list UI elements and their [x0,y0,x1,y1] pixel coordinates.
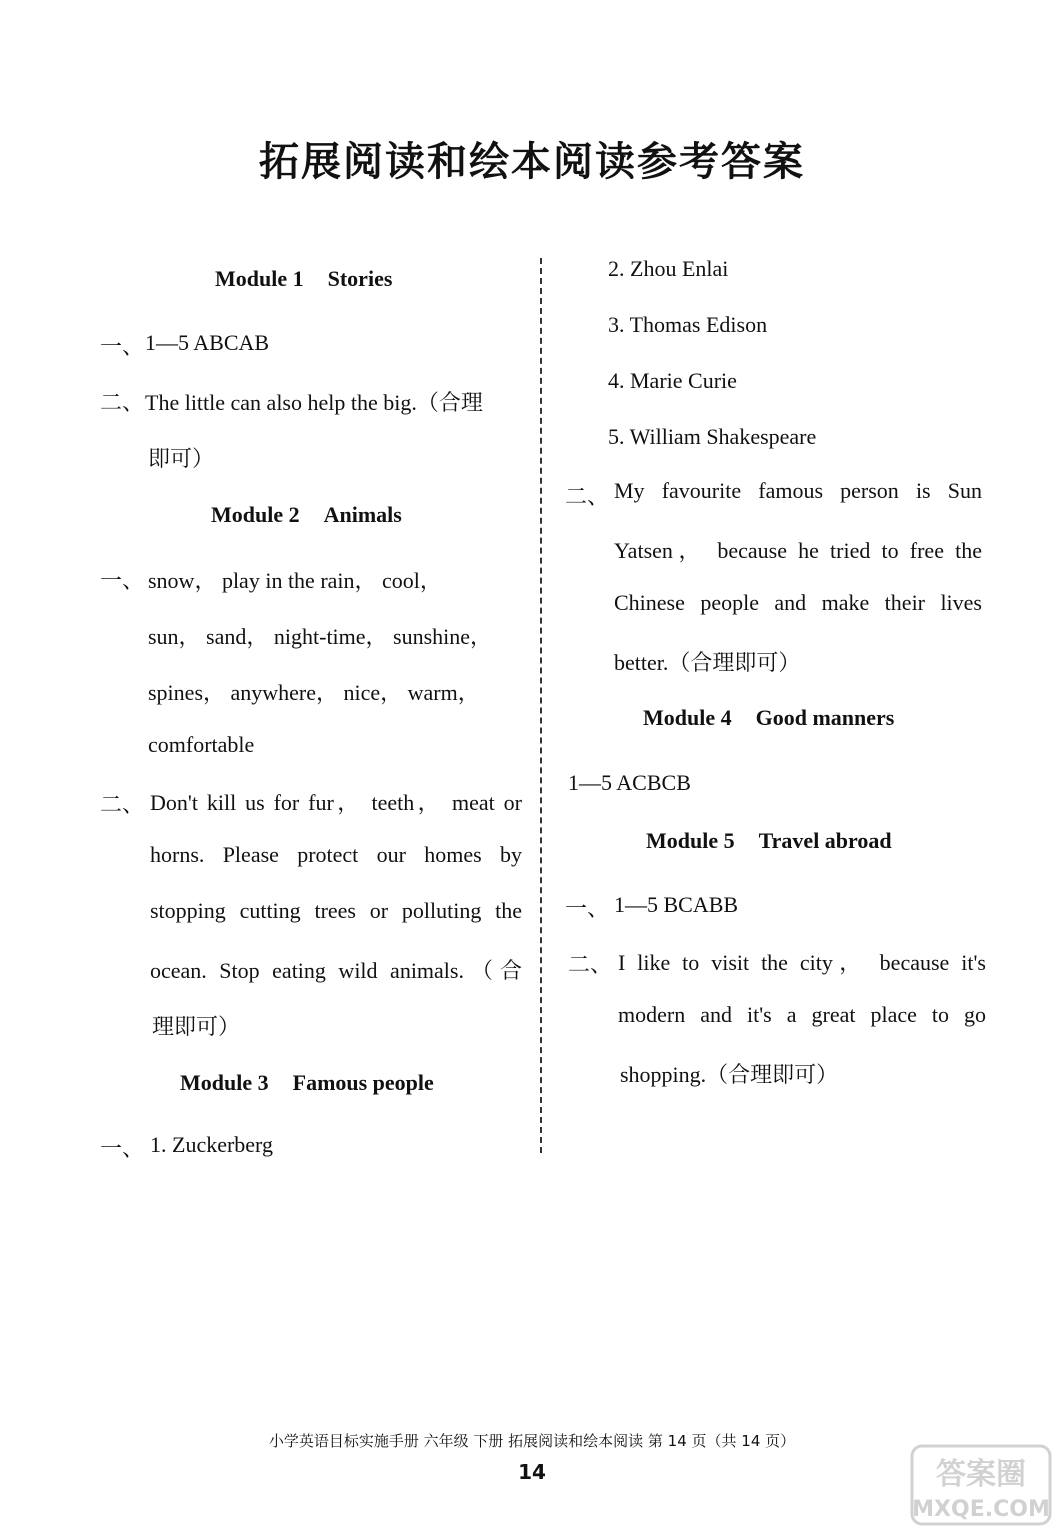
module-number: Module 1 [215,266,304,291]
module-name: Travel abroad [758,828,892,853]
module-name: Animals [323,502,402,527]
page-title: 拓展阅读和绘本阅读参考答案 [259,139,805,185]
answer-text: modern and it's a great place to go [618,1002,986,1027]
module-name: Good manners [755,705,895,730]
answer-text: shopping.（合理即可） [620,1062,839,1087]
module-3-heading [180,1070,434,1096]
answer-text: 即可） [148,446,215,471]
answer-text: snow， play in the rain， cool， [148,568,442,593]
page-number: 14 [518,1460,546,1484]
answer-text: Yatsen， because he tried to free the [614,538,982,563]
answer-marker: 二、 [100,390,145,415]
module-name: Famous people [292,1070,434,1095]
svg-text:答案圈: 答案圈 [936,1457,1026,1492]
answer-marker: 一、 [100,568,145,593]
footer-book-info: 小学英语目标实施手册 六年级 下册 拓展阅读和绘本阅读 第 14 页（共 14 页） [268,1432,796,1450]
svg-text:MXQE.COM: MXQE.COM [912,1497,1050,1522]
module-2-heading [211,502,402,528]
answer-text: spines， anywhere， nice， warm， [148,680,480,705]
answer-text: 理即可） [152,1014,241,1039]
list-item: 3. Thomas Edison [608,312,768,337]
watermark-logo-icon [906,1440,1056,1530]
answer-text: horns. Please protect our homes by [150,842,522,867]
answer-text: Don't kill us for fur， teeth， meat or [150,790,522,815]
answer-marker: 二、 [565,484,610,509]
list-item: 2. Zhou Enlai [608,256,729,281]
module-number: Module 4 [643,705,732,730]
list-item: 4. Marie Curie [608,368,737,393]
answer-text: My favourite famous person is Sun [614,478,982,503]
module-4-heading [643,705,894,731]
answer-text: 1—5 BCABB [614,892,739,917]
answer-marker: 二、 [100,792,145,817]
answer-text: Chinese people and make their lives [614,590,982,615]
answer-marker: 一、 [100,1136,145,1161]
answer-text: 1—5 ABCAB [145,330,270,355]
list-item: 5. William Shakespeare [608,424,817,449]
answer-text: I like to visit the city， because it's [618,950,986,975]
module-number: Module 5 [646,828,735,853]
column-divider [540,258,542,1153]
module-1-heading [215,266,392,292]
answer-marker: 一、 [565,896,610,921]
answer-marker: 二、 [568,952,613,977]
answer-text: The little can also help the big.（合理 [145,390,483,415]
answer-text: 1. Zuckerberg [150,1132,273,1157]
answer-text: better.（合理即可） [614,650,801,675]
answer-text: stopping cutting trees or polluting the [150,898,522,923]
answer-text: 1—5 ACBCB [568,770,691,795]
module-number: Module 3 [180,1070,269,1095]
module-name: Stories [327,266,393,291]
module-number: Module 2 [211,502,300,527]
answer-text: comfortable [148,732,255,757]
answer-text: ocean. Stop eating wild animals.（合 [150,958,522,983]
answer-marker: 一、 [100,334,145,359]
answer-text: sun， sand， night-time， sunshine， [148,624,493,649]
module-5-heading [646,828,892,854]
